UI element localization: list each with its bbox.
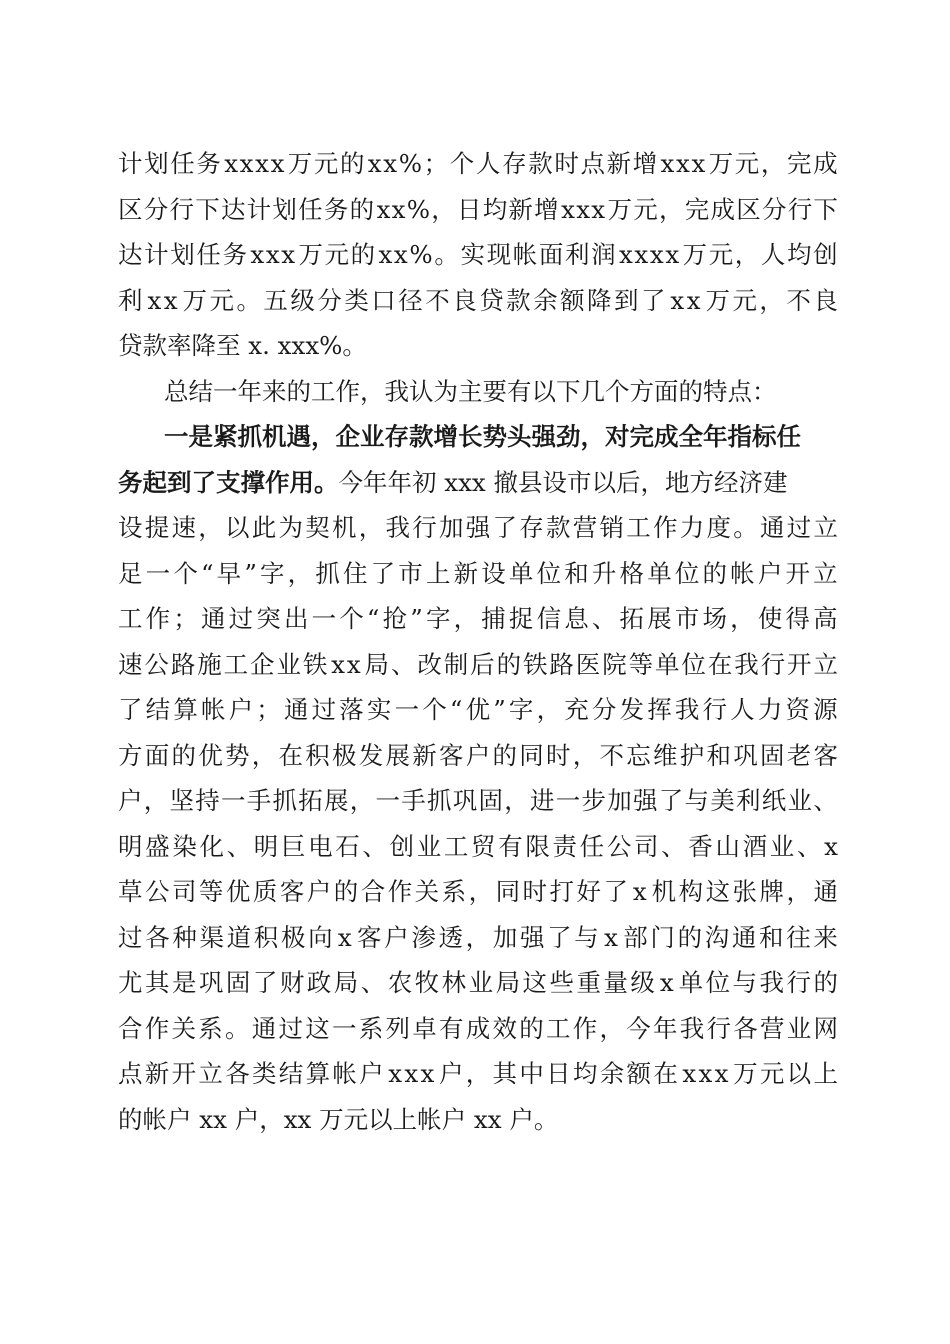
text-line: 点 新 开 立 各 类 结 算 帐 户 x x x 户 ， 其 中 日 均 余 额 在 x x x 万 元 以 上 (118, 1059, 838, 1088)
text-line: 设 提 速 ， 以 此 为 契 机 ， 我 行 加 强 了 存 款 营 销 工 作 力 度 。 通 过 立 (118, 513, 838, 542)
text-line: 区 分 行 下 达 计 划 任 务 的 x x % ， 日 均 新 增 x x x 万 元 ， 完 成 区 分 行 下 (118, 194, 838, 224)
text-line: 速 公 路 施 工 企 业 铁 x x 局 、 改 制 后 的 铁 路 医 院 等 单 位 在 我 行 开 立 (118, 649, 838, 679)
text-line: 方 面 的 优 势 ， 在 积 极 发 展 新 客 户 的 同 时 ， 不 忘 维 护 和 巩 固 老 客 (118, 740, 838, 770)
text-line: 合 作 关 系 。 通 过 这 一 系 列 卓 有 成 效 的 工 作 ， 今 年 我 行 各 营 业 网 (118, 1013, 838, 1043)
summary-line: 总结一年来的工作，我认为主要有以下几个方面的特点： (164, 376, 777, 406)
text-line: 了 结 算 帐 户 ； 通 过 落 实 一 个 “ 优 ” 字 ， 充 分 发 挥 我 行 人 力 资 源 (118, 695, 838, 724)
text-line: 尤 其 是 巩 固 了 财 政 局 、 农 牧 林 业 局 这 些 重 量 级 x 单 位 与 我 行 的 (118, 968, 838, 997)
document-body (118, 141, 838, 1142)
text-line: 达 计 划 任 务 x x x 万 元 的 x x % 。 实 现 帐 面 利 润 x x x x 万 元 ， 人 均 创 (118, 240, 838, 269)
text-line: 利 x x 万 元 。 五 级 分 类 口 径 不 良 贷 款 余 额 降 到 了 x x 万 元 ， 不 良 (118, 285, 838, 315)
text-line: 足 一 个 “ 早 ” 字 ， 抓 住 了 市 上 新 设 单 位 和 升 格 单 位 的 帐 户 开 立 (118, 558, 838, 588)
mixed-line (118, 460, 838, 506)
text-line: 明 盛 染 化 、 明 巨 电 石 、 创 业 工 贸 有 限 责 任 公 司 、 香 山 酒 业 、 x (118, 831, 838, 861)
text-line: 计 划 任 务 x x x x 万 元 的 x x % ； 个 人 存 款 时 点 新 增 x x x 万 元 ， 完 成 (118, 149, 838, 178)
text-line: 草 公 司 等 优 质 客 户 的 合 作 关 系 ， 同 时 打 好 了 x 机 构 这 张 牌 ， 通 (118, 877, 838, 906)
bold-heading-line: 一是紧抓机遇，企业存款增长势头强劲，对完成全年指标任 (164, 422, 801, 451)
text-run: 今年年初 xxx 撤县设市以后，地方经济建 (338, 467, 788, 497)
text-line: 工 作 ； 通 过 突 出 一 个 “ 抢 ” 字 ， 捕 捉 信 息 、 拓 展 市 场 ， 使 得 高 (118, 604, 838, 633)
text-line: 贷款率降至 x. xxx%。 (118, 331, 367, 360)
bold-heading-end: 务起到了支撑作用。 (118, 467, 339, 497)
text-line: 过 各 种 渠 道 积 极 向 x 客 户 渗 透 ， 加 强 了 与 x 部 门 的 沟 通 和 往 来 (118, 922, 838, 952)
text-line: 户 ， 坚 持 一 手 抓 拓 展 ， 一 手 抓 巩 固 ， 进 一 步 加 强 了 与 美 利 纸 业 、 (118, 786, 838, 815)
text-line: 的帐户 xx 户，xx 万元以上帐户 xx 户。 (118, 1104, 559, 1134)
